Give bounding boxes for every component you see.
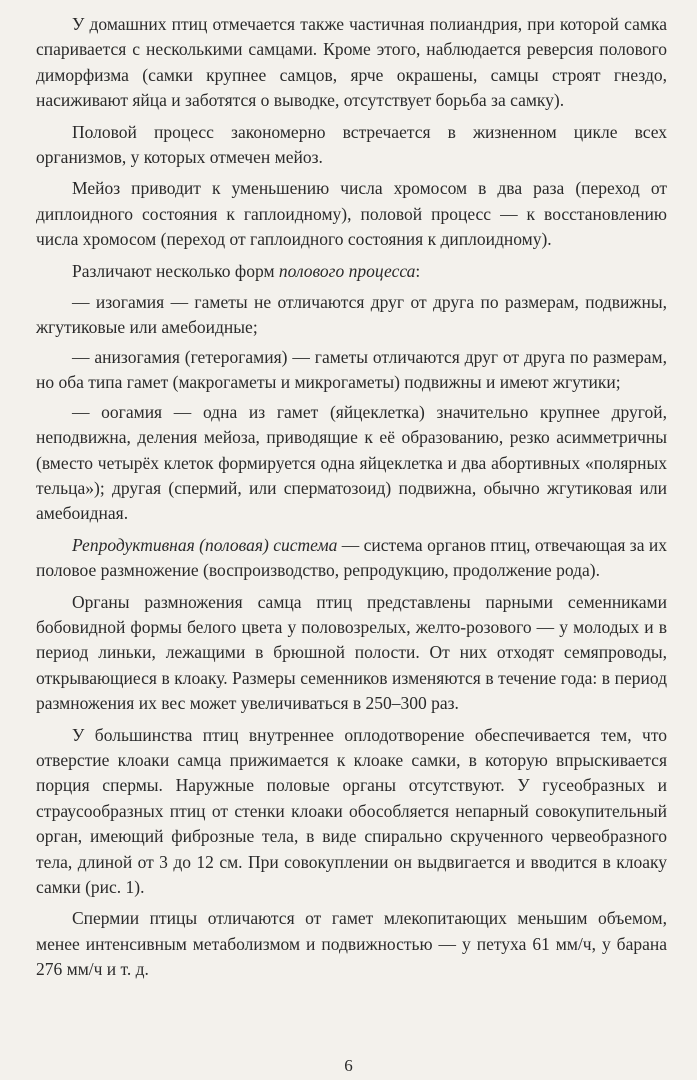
list-item-isogamy: — изогамия — гаметы не отличаются друг от друга по размерам, подвижны, жгутиковые или амебоидные; <box>36 292 667 338</box>
paragraph-sexual-process: Половой процесс закономерно встречается в жизненном цикле всех организмов, у которых отмечен мейоз. <box>36 121 667 168</box>
paragraph-polyandry: У домашних птиц отмечается также частичная полиандрия, при которой самка спаривается с несколькими самцами. Кроме этого, наблюдается реверсия полового диморфизма (самки крупнее самцов, ярче окрашены, самцы строят гнездо, насиживают яйца и заботятся о выводке, отсутствует борьба за самку). <box>36 14 667 111</box>
reproductive-term: Репродуктивная (половая) система <box>72 534 338 555</box>
forms-intro-tail: : <box>415 260 421 281</box>
forms-intro-lead: Различают несколько форм <box>72 260 279 281</box>
paragraph-male-organs: Органы размножения самца птиц представлены парными семенниками бобовидной формы белого цвета у половозрелых, желто-розового — у молодых и в период линьки, лежащими в брюшной полости. От них отходят семяпроводы, открывающиеся в клоаку. Размеры семенников изменяются в течение года: в период размножения их вес может увеличиваться в 250–300 раз. <box>36 591 667 714</box>
paragraph-forms-intro <box>36 259 667 284</box>
paragraph-meiosis: Мейоз приводит к уменьшению числа хромосом в два раза (переход от диплоидного состояния к гаплоидному), половой процесс — к восстановлению числа хромосом (переход от гаплоидного состояния к диплоидному). <box>36 178 667 250</box>
paragraph-reproductive-system <box>36 533 667 584</box>
page-number: 6 <box>344 1056 353 1075</box>
paragraph-sperm: Спермии птицы отличаются от гамет млекопитающих меньшим объемом, менее интенсивным метаболизмом и подвижностью — у петуха 61 мм/ч, у барана 276 мм/ч и т. д. <box>36 908 667 980</box>
reproductive-tail: — система органов птиц, отвечающая за их половое размножение (воспроизводство, репродукцию, продолжение рода). <box>36 534 667 581</box>
paragraph-fertilization: У большинства птиц внутреннее оплодотворение обеспечивается тем, что отверстие клоаки самца прижимается к клоаке самки, в которую впрыскивается порция спермы. Наружные половые органы отсутствуют. У гусеобразных и страусообразных птиц от стенки клоаки обособляется непарный совокупительный орган, имеющий фиброзные тела, в виде спирально скрученного червеобразного тела, длиной от 3 до 12 см. При совокуплении он выдвигается и вводится в клоаку самки (рис. 1). <box>36 724 667 897</box>
list-item-anisogamy: — анизогамия (гетерогамия) — гаметы отличаются друг от друга по размерам, но оба типа гамет (макрогаметы и микрогаметы) подвижны и имеют жгутики; <box>36 346 667 393</box>
forms-intro-term: полового процесса <box>278 260 416 281</box>
list-item-oogamy: — оогамия — одна из гамет (яйцеклетка) значительно крупнее другой, неподвижна, деления мейоза, приводящие к её образованию, резко асимметричны (вместо четырёх клеток формируется одна яйцеклетка и два абортивных «полярных тельца»); другая (спермий, или сперматозоид) подвижна, обычно жгутиковая или амебоидная. <box>36 401 667 524</box>
